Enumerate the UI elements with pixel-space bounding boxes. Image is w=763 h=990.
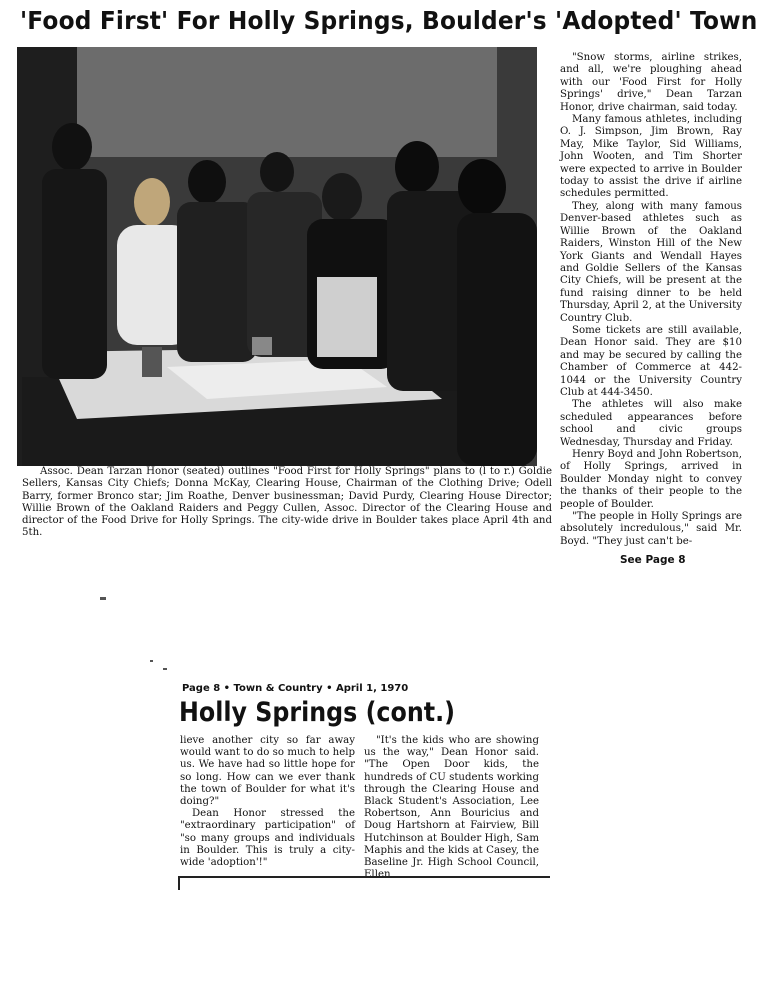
article-paragraph: They, along with many famous Denver-based athletes such as Willie Brown of the Oakland Raiders, Winston Hill of the New York Giants and Wendall Hayes and Goldie Sellers of the Kansas City Chiefs, will be present at the fund raising dinner to be held Thursday, April 2, at the University Country Club. [560, 200, 742, 324]
continuation-header: Page 8 • Town & Country • April 1, 1970 [182, 683, 409, 694]
article-paragraph: "The people in Holly Springs are absolutely incredulous," said Mr. Boyd. "They just can't be- [560, 511, 742, 547]
scan-speck [100, 597, 106, 600]
scan-speck [163, 668, 167, 670]
continuation-title: Holly Springs (cont.) [179, 697, 456, 728]
article-paragraph: "It's the kids who are showing us the way," Dean Honor said. "The Open Door kids, the hundreds of CU students working through the Clearing House and Black Student's Association, Lee Robertson, Ann Bouricius and Doug Hartshorn at Fairview, Bill Hutchinson at Boulder High, Sam Maphis and the kids at Casey, the Baseline Jr. High School Council, Ellen [364, 735, 539, 881]
see-page-jump: See Page 8 [620, 554, 686, 566]
article-paragraph: Dean Honor stressed the "extraordinary participation" of "so many groups and individuals in Boulder. This is truly a city-wide 'adoption'!" [180, 808, 355, 869]
continuation-column-right [364, 735, 539, 881]
continuation-column-left [180, 735, 355, 869]
column-rule [178, 876, 550, 890]
article-paragraph: Many famous athletes, including O. J. Simpson, Jim Brown, Ray May, Mike Taylor, Sid Williams, John Wooten, and Tim Shorter were expected to arrive in Boulder today to assist the drive if airline schedules permitted. [560, 114, 742, 200]
article-right-column [560, 52, 742, 548]
news-photo [17, 47, 537, 466]
article-paragraph: The athletes will also make scheduled appearances before school and civic groups Wednesday, Thursday and Friday. [560, 399, 742, 448]
photo-illustration [17, 47, 537, 466]
article-paragraph: Some tickets are still available, Dean Honor said. They are $10 and may be secured by calling the Chamber of Commerce at 442-1044 or the University Country Club at 444-3450. [560, 324, 742, 398]
headline: 'Food First' For Holly Springs, Boulder's 'Adopted' Town [20, 6, 758, 35]
article-paragraph: lieve another city so far away would want to do so much to help us. We have had so little hope for so long. How can we ever thank the town of Boulder for what it's doing?" [180, 735, 355, 808]
scan-speck [150, 660, 153, 662]
photo-caption: Assoc. Dean Tarzan Honor (seated) outlines "Food First for Holly Springs" plans to (l to r.) Goldie Sellers, Kansas City Chiefs; Donna McKay, Clearing House, Chairman of the Clothing Drive; Odell Barry, former Bronco star; Jim Roathe, Denver businessman; David Purdy, Clearing House Director; Willie Brown of the Oakland Raiders and Peggy Cullen, Assoc. Director of the Clearing House and director of the Food Drive for Holly Springs. The city-wide drive in Boulder takes place April 4th and 5th. [22, 466, 552, 539]
article-paragraph: Henry Boyd and John Robertson, of Holly Springs, arrived in Boulder Monday night to convey the thanks of their people to the people of Boulder. [560, 449, 742, 510]
article-paragraph: "Snow storms, airline strikes, and all, we're ploughing ahead with our 'Food First for Holly Springs' drive," Dean Tarzan Honor, drive chairman, said today. [560, 52, 742, 113]
